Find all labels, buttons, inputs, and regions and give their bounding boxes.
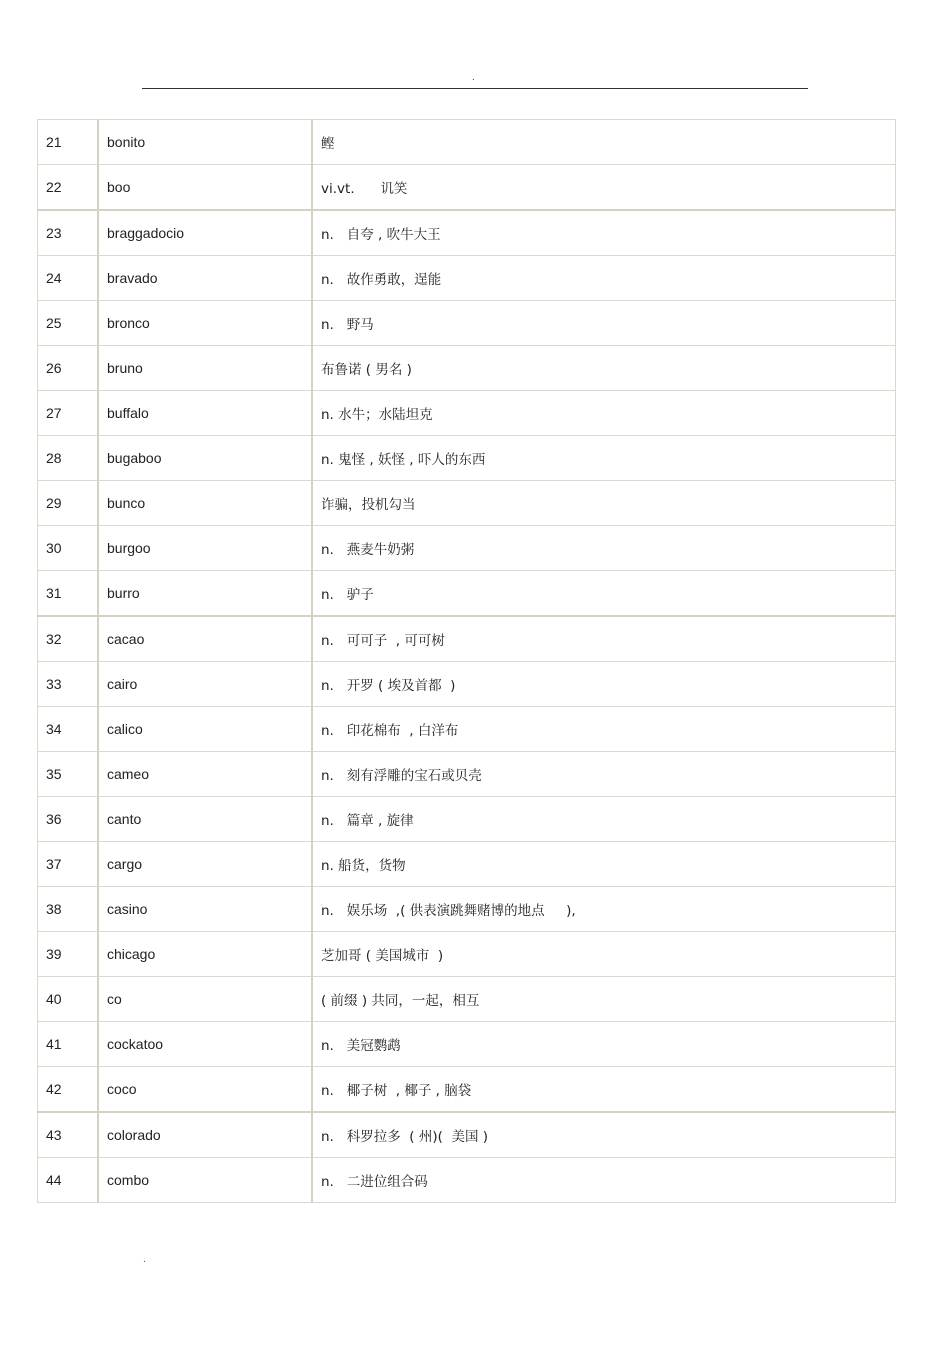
table-row [38,797,896,842]
table-row [38,526,896,571]
row-word: canto [98,797,312,842]
row-definition: 布鲁诺 ( 男名 ) [312,346,896,391]
row-definition: n. 娱乐场 ,( 供表演跳舞赌博的地点 ), [312,887,896,932]
row-word: coco [98,1067,312,1113]
row-word: boo [98,165,312,211]
row-word: cacao [98,616,312,662]
table-row [38,662,896,707]
row-number: 40 [38,977,99,1022]
row-word: combo [98,1158,312,1203]
row-definition: 诈骗，投机勾当 [312,481,896,526]
row-number: 39 [38,932,99,977]
row-number: 43 [38,1112,99,1158]
row-definition: n. 开罗 ( 埃及首都 ) [312,662,896,707]
table-row [38,932,896,977]
row-number: 42 [38,1067,99,1113]
header-rule [142,88,808,89]
table-row [38,571,896,617]
row-definition: n. 可可子 , 可可树 [312,616,896,662]
row-word: cameo [98,752,312,797]
row-word: calico [98,707,312,752]
row-number: 35 [38,752,99,797]
row-definition: n. 二进位组合码 [312,1158,896,1203]
row-word: cargo [98,842,312,887]
row-word: bonito [98,120,312,165]
table-row [38,977,896,1022]
row-number: 31 [38,571,99,617]
row-number: 26 [38,346,99,391]
row-number: 33 [38,662,99,707]
row-word: burro [98,571,312,617]
row-number: 44 [38,1158,99,1203]
table-row [38,436,896,481]
row-number: 38 [38,887,99,932]
vocabulary-table-body [38,120,896,1203]
row-word: buffalo [98,391,312,436]
row-word: bravado [98,256,312,301]
row-word: chicago [98,932,312,977]
table-row [38,887,896,932]
row-definition: n. 水牛；水陆坦克 [312,391,896,436]
row-definition: 芝加哥 ( 美国城市 ) [312,932,896,977]
table-row [38,346,896,391]
table-row [38,1022,896,1067]
row-definition: n. 驴子 [312,571,896,617]
row-definition: 鲣 [312,120,896,165]
row-definition: n. 野马 [312,301,896,346]
row-definition: vi.vt. 讥笑 [312,165,896,211]
table-row [38,256,896,301]
row-word: burgoo [98,526,312,571]
row-number: 32 [38,616,99,662]
row-number: 34 [38,707,99,752]
vocabulary-table [37,119,896,1203]
row-number: 41 [38,1022,99,1067]
table-row [38,1067,896,1113]
row-number: 37 [38,842,99,887]
table-row [38,1112,896,1158]
row-number: 36 [38,797,99,842]
row-definition: n. 自夸 , 吹牛大王 [312,210,896,256]
row-definition: n. 刻有浮雕的宝石或贝壳 [312,752,896,797]
row-number: 23 [38,210,99,256]
table-row [38,707,896,752]
table-row [38,842,896,887]
row-definition: n. 椰子树 , 椰子 , 脑袋 [312,1067,896,1113]
row-word: bunco [98,481,312,526]
row-definition: n. 船货，货物 [312,842,896,887]
row-number: 28 [38,436,99,481]
footer-mark: . [143,1254,146,1265]
row-number: 24 [38,256,99,301]
row-word: casino [98,887,312,932]
row-definition: n. 科罗拉多 ( 州)( 美国 ) [312,1112,896,1158]
table-row [38,301,896,346]
row-word: bugaboo [98,436,312,481]
row-word: bronco [98,301,312,346]
table-row [38,752,896,797]
row-definition: n. 燕麦牛奶粥 [312,526,896,571]
row-word: cairo [98,662,312,707]
row-number: 22 [38,165,99,211]
row-number: 21 [38,120,99,165]
header-mark: . [472,72,475,83]
table-row [38,120,896,165]
row-word: bruno [98,346,312,391]
row-number: 27 [38,391,99,436]
row-word: colorado [98,1112,312,1158]
row-definition: n. 美冠鹦鹉 [312,1022,896,1067]
table-row [38,481,896,526]
row-definition: n. 故作勇敢，逞能 [312,256,896,301]
row-definition: n. 篇章 , 旋律 [312,797,896,842]
row-definition: n. 印花棉布 , 白洋布 [312,707,896,752]
row-number: 30 [38,526,99,571]
table-row [38,391,896,436]
row-definition: ( 前缀 ) 共同，一起，相互 [312,977,896,1022]
row-definition: n. 鬼怪 , 妖怪 , 吓人的东西 [312,436,896,481]
row-word: co [98,977,312,1022]
row-number: 25 [38,301,99,346]
table-row [38,1158,896,1203]
table-row [38,210,896,256]
table-row [38,165,896,211]
row-word: cockatoo [98,1022,312,1067]
row-number: 29 [38,481,99,526]
row-word: braggadocio [98,210,312,256]
table-row [38,616,896,662]
